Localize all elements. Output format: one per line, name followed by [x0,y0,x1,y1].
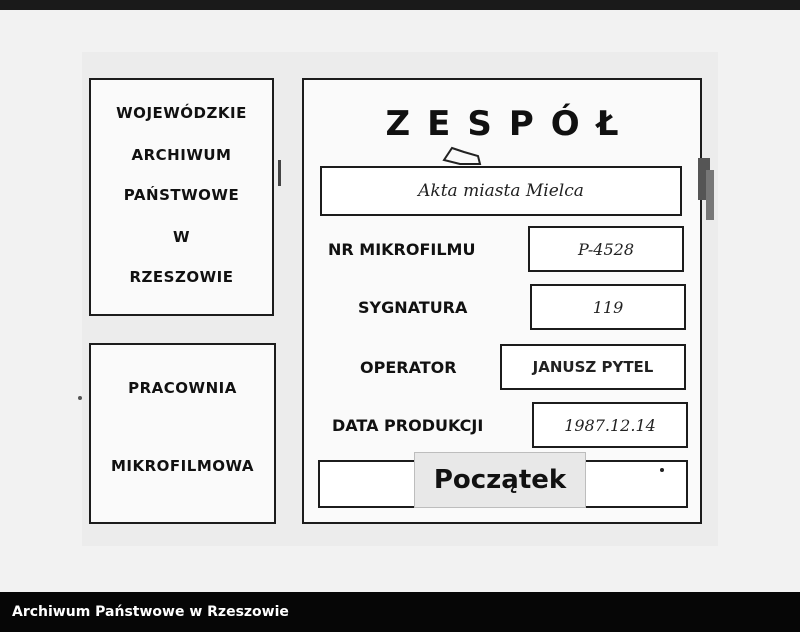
microfilm-no-label: NR MIKROFILMU [328,240,476,259]
operator-field [500,344,686,390]
signature-label: SYGNATURA [358,298,468,317]
workshop-line-2: MIKROFILMOWA [111,457,254,475]
archive-name-box [89,78,274,316]
top-film-edge [0,0,800,10]
microfilm-no-field [528,226,684,272]
start-tab [414,452,586,508]
archive-line-2: ARCHIWUM [131,146,232,164]
ink-blot-mark [440,142,484,168]
workshop-box [89,343,276,524]
archive-line-5: RZESZOWIE [129,268,234,286]
fond-card [302,78,702,524]
fond-name-field [320,166,682,216]
archive-line-3: PAŃSTWOWE [123,186,240,204]
fond-name-value: Akta miasta Mielca [418,181,584,201]
archive-line-1: WOJEWÓDZKIE [116,104,247,122]
workshop-line-1: PRACOWNIA [128,379,237,397]
start-tab-label: Początek [433,465,567,495]
operator-value: JANUSZ PYTEL [532,358,654,376]
footer-band [0,592,800,632]
microfilm-no-value: P-4528 [577,239,634,259]
production-date-field [532,402,688,448]
production-date-label: DATA PRODUKCJI [332,416,484,435]
signature-value: 119 [592,297,624,317]
card-title: ZESPÓŁ [385,104,636,144]
archive-line-4: W [172,228,191,246]
footer-caption: Archiwum Państwowe w Rzeszowie [12,604,289,620]
signature-field [530,284,686,330]
operator-label: OPERATOR [360,358,457,377]
production-date-value: 1987.12.14 [564,415,656,435]
